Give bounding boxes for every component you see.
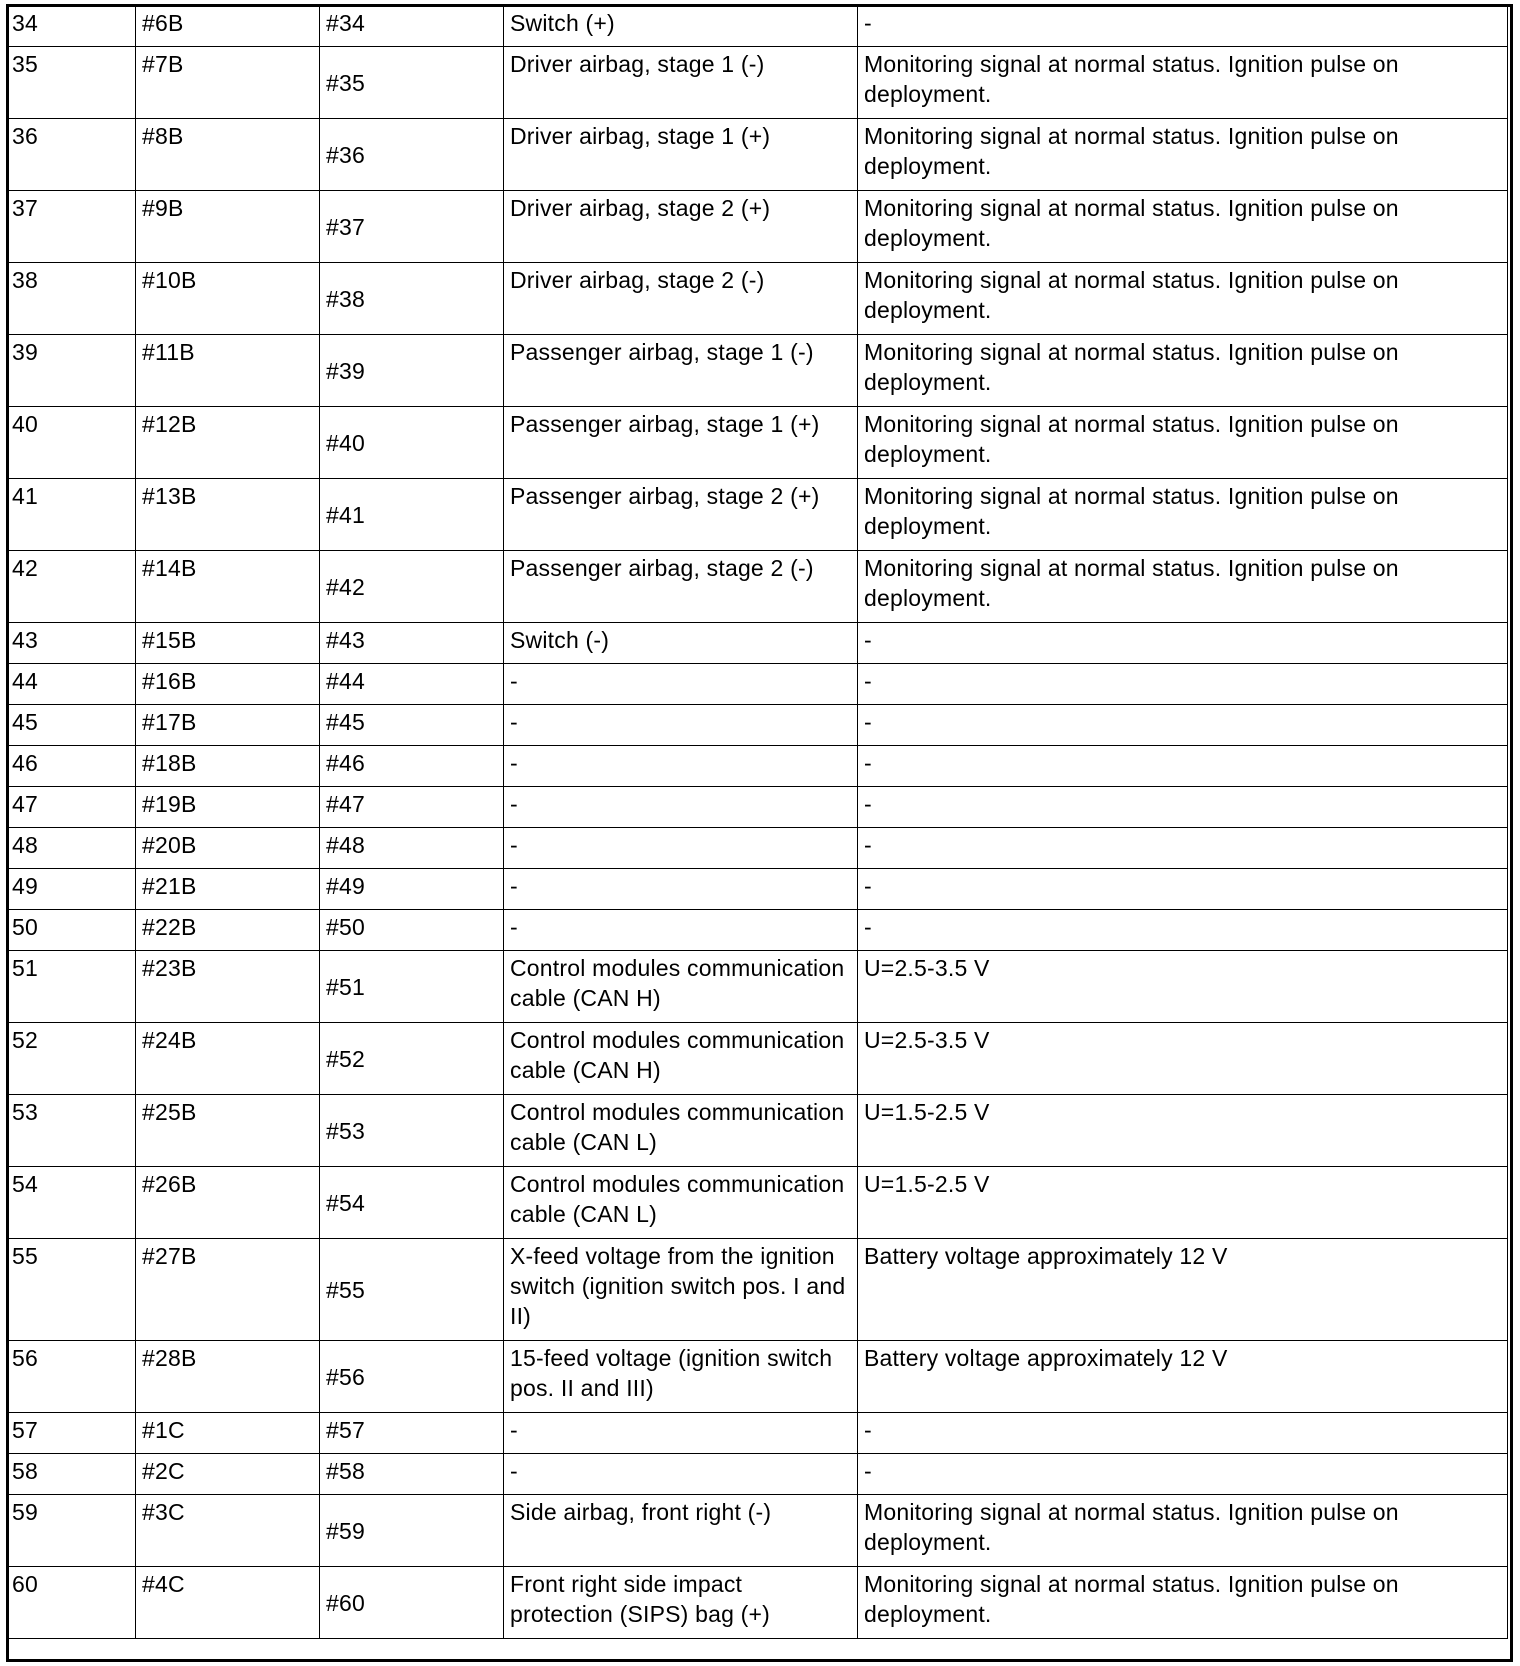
function-cell: - [504, 869, 858, 910]
signal-cell: Monitoring signal at normal status. Ignition pulse on deployment. [858, 407, 1508, 479]
connector-cell: #25B [136, 1095, 320, 1167]
function-cell: Control modules communication cable (CAN H) [504, 1023, 858, 1095]
reference-cell: #51 [320, 951, 504, 1023]
pin-cell: 52 [8, 1023, 136, 1095]
connector-cell: #7B [136, 47, 320, 119]
reference-cell: #59 [320, 1495, 504, 1567]
function-cell: Passenger airbag, stage 1 (+) [504, 407, 858, 479]
signal-cell: Battery voltage approximately 12 V [858, 1239, 1508, 1341]
connector-cell: #27B [136, 1239, 320, 1341]
function-cell: Control modules communication cable (CAN H) [504, 951, 858, 1023]
pin-cell: 36 [8, 119, 136, 191]
function-cell: Control modules communication cable (CAN L) [504, 1095, 858, 1167]
reference-cell: #40 [320, 407, 504, 479]
pin-cell: 48 [8, 828, 136, 869]
table-row [8, 263, 1508, 335]
connector-cell: #2C [136, 1454, 320, 1495]
table-row [8, 479, 1508, 551]
signal-cell: U=2.5-3.5 V [858, 951, 1508, 1023]
function-cell: Passenger airbag, stage 1 (-) [504, 335, 858, 407]
signal-cell: Monitoring signal at normal status. Ignition pulse on deployment. [858, 1495, 1508, 1567]
signal-cell: U=1.5-2.5 V [858, 1095, 1508, 1167]
signal-cell: - [858, 828, 1508, 869]
function-cell: - [504, 746, 858, 787]
signal-cell: - [858, 910, 1508, 951]
function-cell: - [504, 1413, 858, 1454]
function-cell: Front right side impact protection (SIPS) bag (+) [504, 1567, 858, 1639]
pin-cell: 34 [8, 6, 136, 47]
function-cell: - [504, 664, 858, 705]
pin-cell: 54 [8, 1167, 136, 1239]
function-cell: - [504, 787, 858, 828]
function-cell: - [504, 705, 858, 746]
function-cell: - [504, 910, 858, 951]
function-cell: Driver airbag, stage 1 (+) [504, 119, 858, 191]
function-cell: Control modules communication cable (CAN L) [504, 1167, 858, 1239]
reference-cell: #56 [320, 1341, 504, 1413]
connector-cell: #14B [136, 551, 320, 623]
table-row [8, 623, 1508, 664]
table-row [8, 869, 1508, 910]
function-cell: Driver airbag, stage 2 (+) [504, 191, 858, 263]
reference-cell: #45 [320, 705, 504, 746]
connector-cell: #19B [136, 787, 320, 828]
connector-cell: #22B [136, 910, 320, 951]
connector-cell: #26B [136, 1167, 320, 1239]
pin-cell: 59 [8, 1495, 136, 1567]
pin-table-body [8, 6, 1508, 1639]
table-row [8, 705, 1508, 746]
connector-cell: #4C [136, 1567, 320, 1639]
pin-cell: 60 [8, 1567, 136, 1639]
function-cell: Passenger airbag, stage 2 (+) [504, 479, 858, 551]
connector-cell: #20B [136, 828, 320, 869]
pin-cell: 55 [8, 1239, 136, 1341]
signal-cell: Monitoring signal at normal status. Ignition pulse on deployment. [858, 551, 1508, 623]
signal-cell: - [858, 787, 1508, 828]
pin-cell: 39 [8, 335, 136, 407]
connector-cell: #1C [136, 1413, 320, 1454]
table-row [8, 1095, 1508, 1167]
reference-cell: #38 [320, 263, 504, 335]
table-row [8, 787, 1508, 828]
pin-cell: 37 [8, 191, 136, 263]
connector-cell: #24B [136, 1023, 320, 1095]
pin-cell: 49 [8, 869, 136, 910]
connector-cell: #28B [136, 1341, 320, 1413]
connector-cell: #17B [136, 705, 320, 746]
reference-cell: #42 [320, 551, 504, 623]
table-row [8, 191, 1508, 263]
pin-cell: 58 [8, 1454, 136, 1495]
table-row [8, 1495, 1508, 1567]
pin-cell: 40 [8, 407, 136, 479]
signal-cell: U=2.5-3.5 V [858, 1023, 1508, 1095]
signal-cell: - [858, 1454, 1508, 1495]
pin-cell: 47 [8, 787, 136, 828]
pin-cell: 42 [8, 551, 136, 623]
signal-cell: Monitoring signal at normal status. Ignition pulse on deployment. [858, 191, 1508, 263]
function-cell: Switch (+) [504, 6, 858, 47]
signal-cell: Monitoring signal at normal status. Ignition pulse on deployment. [858, 263, 1508, 335]
pin-cell: 51 [8, 951, 136, 1023]
signal-cell: - [858, 623, 1508, 664]
reference-cell: #60 [320, 1567, 504, 1639]
table-row [8, 1167, 1508, 1239]
reference-cell: #39 [320, 335, 504, 407]
reference-cell: #48 [320, 828, 504, 869]
reference-cell: #58 [320, 1454, 504, 1495]
signal-cell: Monitoring signal at normal status. Ignition pulse on deployment. [858, 479, 1508, 551]
pin-table-container [7, 5, 1507, 1639]
table-row [8, 6, 1508, 47]
table-row [8, 47, 1508, 119]
function-cell: X-feed voltage from the ignition switch (ignition switch pos. I and II) [504, 1239, 858, 1341]
reference-cell: #34 [320, 6, 504, 47]
signal-cell: Battery voltage approximately 12 V [858, 1341, 1508, 1413]
reference-cell: #55 [320, 1239, 504, 1341]
connector-cell: #13B [136, 479, 320, 551]
reference-cell: #35 [320, 47, 504, 119]
table-row [8, 335, 1508, 407]
connector-cell: #23B [136, 951, 320, 1023]
connector-cell: #21B [136, 869, 320, 910]
pin-cell: 53 [8, 1095, 136, 1167]
connector-cell: #10B [136, 263, 320, 335]
pin-cell: 46 [8, 746, 136, 787]
table-row [8, 910, 1508, 951]
pin-cell: 56 [8, 1341, 136, 1413]
table-row [8, 119, 1508, 191]
signal-cell: Monitoring signal at normal status. Ignition pulse on deployment. [858, 47, 1508, 119]
connector-cell: #9B [136, 191, 320, 263]
reference-cell: #49 [320, 869, 504, 910]
connector-cell: #15B [136, 623, 320, 664]
connector-cell: #3C [136, 1495, 320, 1567]
signal-cell: - [858, 6, 1508, 47]
table-row [8, 1454, 1508, 1495]
reference-cell: #57 [320, 1413, 504, 1454]
reference-cell: #36 [320, 119, 504, 191]
function-cell: Driver airbag, stage 1 (-) [504, 47, 858, 119]
connector-cell: #12B [136, 407, 320, 479]
pin-cell: 50 [8, 910, 136, 951]
reference-cell: #54 [320, 1167, 504, 1239]
signal-cell: U=1.5-2.5 V [858, 1167, 1508, 1239]
table-row [8, 551, 1508, 623]
table-row [8, 828, 1508, 869]
table-row [8, 1341, 1508, 1413]
table-row [8, 1413, 1508, 1454]
reference-cell: #47 [320, 787, 504, 828]
signal-cell: Monitoring signal at normal status. Ignition pulse on deployment. [858, 1567, 1508, 1639]
pin-cell: 38 [8, 263, 136, 335]
connector-cell: #6B [136, 6, 320, 47]
signal-cell: Monitoring signal at normal status. Ignition pulse on deployment. [858, 335, 1508, 407]
table-row [8, 1023, 1508, 1095]
function-cell: 15-feed voltage (ignition switch pos. II and III) [504, 1341, 858, 1413]
signal-cell: - [858, 869, 1508, 910]
function-cell: - [504, 828, 858, 869]
table-row [8, 407, 1508, 479]
reference-cell: #37 [320, 191, 504, 263]
pin-cell: 57 [8, 1413, 136, 1454]
table-row [8, 951, 1508, 1023]
reference-cell: #50 [320, 910, 504, 951]
reference-cell: #43 [320, 623, 504, 664]
pin-cell: 43 [8, 623, 136, 664]
table-row [8, 746, 1508, 787]
pin-cell: 41 [8, 479, 136, 551]
signal-cell: - [858, 664, 1508, 705]
reference-cell: #46 [320, 746, 504, 787]
connector-cell: #8B [136, 119, 320, 191]
signal-cell: Monitoring signal at normal status. Ignition pulse on deployment. [858, 119, 1508, 191]
signal-cell: - [858, 705, 1508, 746]
reference-cell: #44 [320, 664, 504, 705]
pin-cell: 44 [8, 664, 136, 705]
reference-cell: #53 [320, 1095, 504, 1167]
connector-cell: #11B [136, 335, 320, 407]
table-row [8, 664, 1508, 705]
function-cell: Side airbag, front right (-) [504, 1495, 858, 1567]
connector-cell: #18B [136, 746, 320, 787]
table-row [8, 1239, 1508, 1341]
signal-cell: - [858, 746, 1508, 787]
connector-cell: #16B [136, 664, 320, 705]
pin-cell: 35 [8, 47, 136, 119]
reference-cell: #41 [320, 479, 504, 551]
function-cell: Switch (-) [504, 623, 858, 664]
function-cell: Driver airbag, stage 2 (-) [504, 263, 858, 335]
table-row [8, 1567, 1508, 1639]
function-cell: Passenger airbag, stage 2 (-) [504, 551, 858, 623]
pin-table [7, 5, 1508, 1639]
function-cell: - [504, 1454, 858, 1495]
signal-cell: - [858, 1413, 1508, 1454]
reference-cell: #52 [320, 1023, 504, 1095]
pin-cell: 45 [8, 705, 136, 746]
